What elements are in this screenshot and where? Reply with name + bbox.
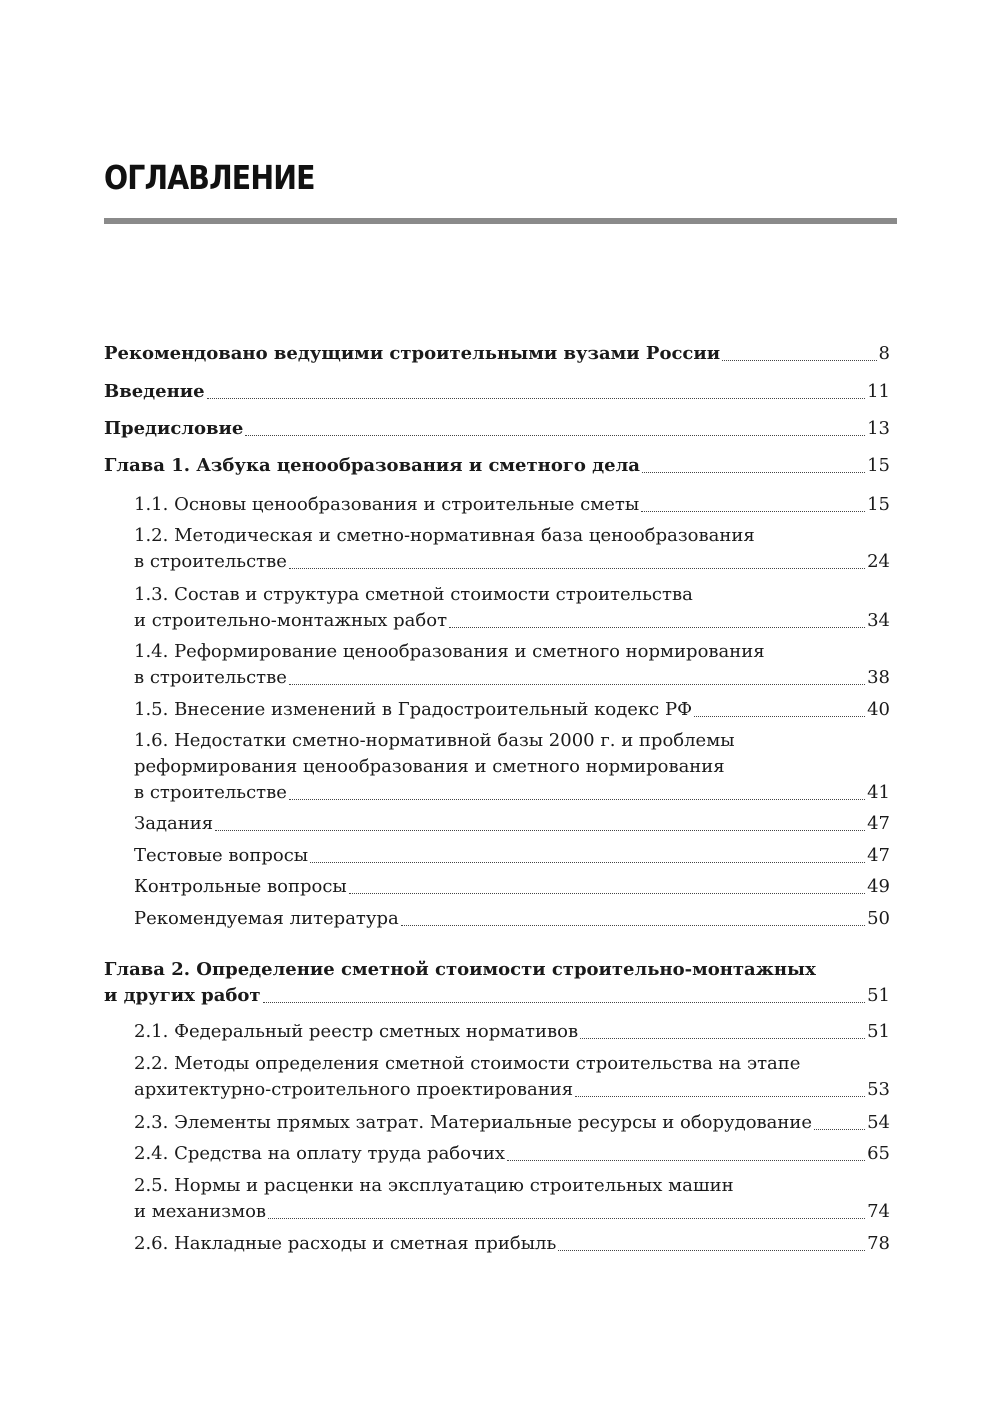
toc-entry xyxy=(134,582,890,634)
page-number: 13 xyxy=(867,418,890,439)
toc-entry-text: в строительстве xyxy=(134,667,287,688)
toc-entry-text: Рекомендуемая литература xyxy=(134,908,399,929)
page-title: ОГЛАВЛЕНИЕ xyxy=(104,158,315,197)
toc-entry xyxy=(134,1141,890,1167)
dot-leader xyxy=(449,627,865,628)
toc-entry-text: Предисловие xyxy=(104,418,244,439)
toc-entry-text: и других работ xyxy=(104,985,261,1006)
toc-entry-text: и строительно-монтажных работ xyxy=(134,610,448,631)
toc-entry xyxy=(134,728,890,806)
dot-leader xyxy=(642,472,865,473)
dot-leader xyxy=(694,716,865,717)
toc-entry xyxy=(134,523,890,575)
dot-leader xyxy=(507,1160,865,1161)
page-number: 41 xyxy=(867,782,890,803)
page-number: 40 xyxy=(867,699,890,720)
toc-entry xyxy=(134,1110,890,1136)
toc-entry-text: 1.3. Состав и структура сметной стоимости строительства xyxy=(134,584,693,605)
toc-entry-text: 1.4. Реформирование ценообразования и сметного нормирования xyxy=(134,641,765,662)
page-number: 74 xyxy=(867,1201,890,1222)
toc-entry-text: 1.5. Внесение изменений в Градостроительный кодекс РФ xyxy=(134,699,693,720)
page-number: 51 xyxy=(867,1021,890,1042)
toc-entry xyxy=(134,1051,890,1103)
toc-entry xyxy=(104,416,890,442)
toc-entry-text: 1.1. Основы ценообразования и строительные сметы xyxy=(134,494,640,515)
dot-leader xyxy=(401,925,865,926)
toc-entry-text: Тестовые вопросы xyxy=(134,845,309,866)
page-number: 53 xyxy=(867,1079,890,1100)
dot-leader xyxy=(641,511,865,512)
page-number: 8 xyxy=(878,343,890,364)
toc-entry xyxy=(104,379,890,405)
toc-entry xyxy=(134,492,890,518)
toc-entry-text: Введение xyxy=(104,381,205,402)
dot-leader xyxy=(349,893,865,894)
toc-entry xyxy=(104,341,890,367)
page-number: 38 xyxy=(867,667,890,688)
dot-leader xyxy=(289,568,865,569)
toc-entry-text: 2.5. Нормы и расценки на эксплуатацию строительных машин xyxy=(134,1175,734,1196)
toc-entry xyxy=(134,1173,890,1225)
toc-entry-text: Контрольные вопросы xyxy=(134,876,347,897)
toc-entry-text: 2.4. Средства на оплату труда рабочих xyxy=(134,1143,506,1164)
dot-leader xyxy=(289,799,865,800)
dot-leader xyxy=(722,360,876,361)
page-number: 47 xyxy=(867,813,890,834)
toc-entry-text: 2.2. Методы определения сметной стоимости строительства на этапе xyxy=(134,1053,801,1074)
page-number: 15 xyxy=(867,455,890,476)
toc-entry-text: Рекомендовано ведущими строительными вузами России xyxy=(104,343,721,364)
toc-entry-text: 1.2. Методическая и сметно-нормативная база ценообразования xyxy=(134,525,755,546)
dot-leader xyxy=(310,862,865,863)
dot-leader xyxy=(814,1129,865,1130)
toc-entry-text: реформирования ценообразования и сметного нормирования xyxy=(134,756,725,777)
title-divider xyxy=(104,218,897,224)
toc-entry-text: 2.3. Элементы прямых затрат. Материальные ресурсы и оборудование xyxy=(134,1112,813,1133)
toc-entry-text: и механизмов xyxy=(134,1201,267,1222)
toc-entry xyxy=(134,843,890,869)
page-number: 34 xyxy=(867,610,890,631)
dot-leader xyxy=(215,830,865,831)
toc-entry xyxy=(104,453,890,479)
toc-entry-text: 2.1. Федеральный реестр сметных нормативов xyxy=(134,1021,579,1042)
toc-entry xyxy=(134,874,890,900)
toc-entry-text: 1.6. Недостатки сметно-нормативной базы 2000 г. и проблемы xyxy=(134,730,735,751)
page-number: 15 xyxy=(867,494,890,515)
toc-entry-text: 2.6. Накладные расходы и сметная прибыль xyxy=(134,1233,557,1254)
dot-leader xyxy=(268,1218,865,1219)
page-number: 65 xyxy=(867,1143,890,1164)
page-number: 49 xyxy=(867,876,890,897)
dot-leader xyxy=(263,1002,866,1003)
dot-leader xyxy=(245,435,865,436)
toc-entry xyxy=(134,906,890,932)
toc-entry xyxy=(134,1231,890,1257)
toc-entry xyxy=(134,697,890,723)
dot-leader xyxy=(558,1250,865,1251)
page-number: 54 xyxy=(867,1112,890,1133)
page-number: 50 xyxy=(867,908,890,929)
page-number: 47 xyxy=(867,845,890,866)
dot-leader xyxy=(289,684,865,685)
toc-entry-text: Глава 1. Азбука ценообразования и сметного дела xyxy=(104,455,640,476)
toc-entry xyxy=(134,639,890,691)
toc-entry-text: в строительстве xyxy=(134,782,287,803)
toc-entry-text: в строительстве xyxy=(134,551,287,572)
toc-entry-text: архитектурно-строительного проектирования xyxy=(134,1079,574,1100)
dot-leader xyxy=(207,398,865,399)
toc-entry xyxy=(134,811,890,837)
page-number: 51 xyxy=(867,985,890,1006)
toc-entry-text: Глава 2. Определение сметной стоимости строительно-монтажных xyxy=(104,959,816,980)
toc-entry xyxy=(104,957,890,1009)
dot-leader xyxy=(580,1038,865,1039)
page-number: 78 xyxy=(867,1233,890,1254)
page-number: 24 xyxy=(867,551,890,572)
dot-leader xyxy=(575,1096,865,1097)
toc-entry-text: Задания xyxy=(134,813,214,834)
page-number: 11 xyxy=(867,381,890,402)
toc-entry xyxy=(134,1019,890,1045)
